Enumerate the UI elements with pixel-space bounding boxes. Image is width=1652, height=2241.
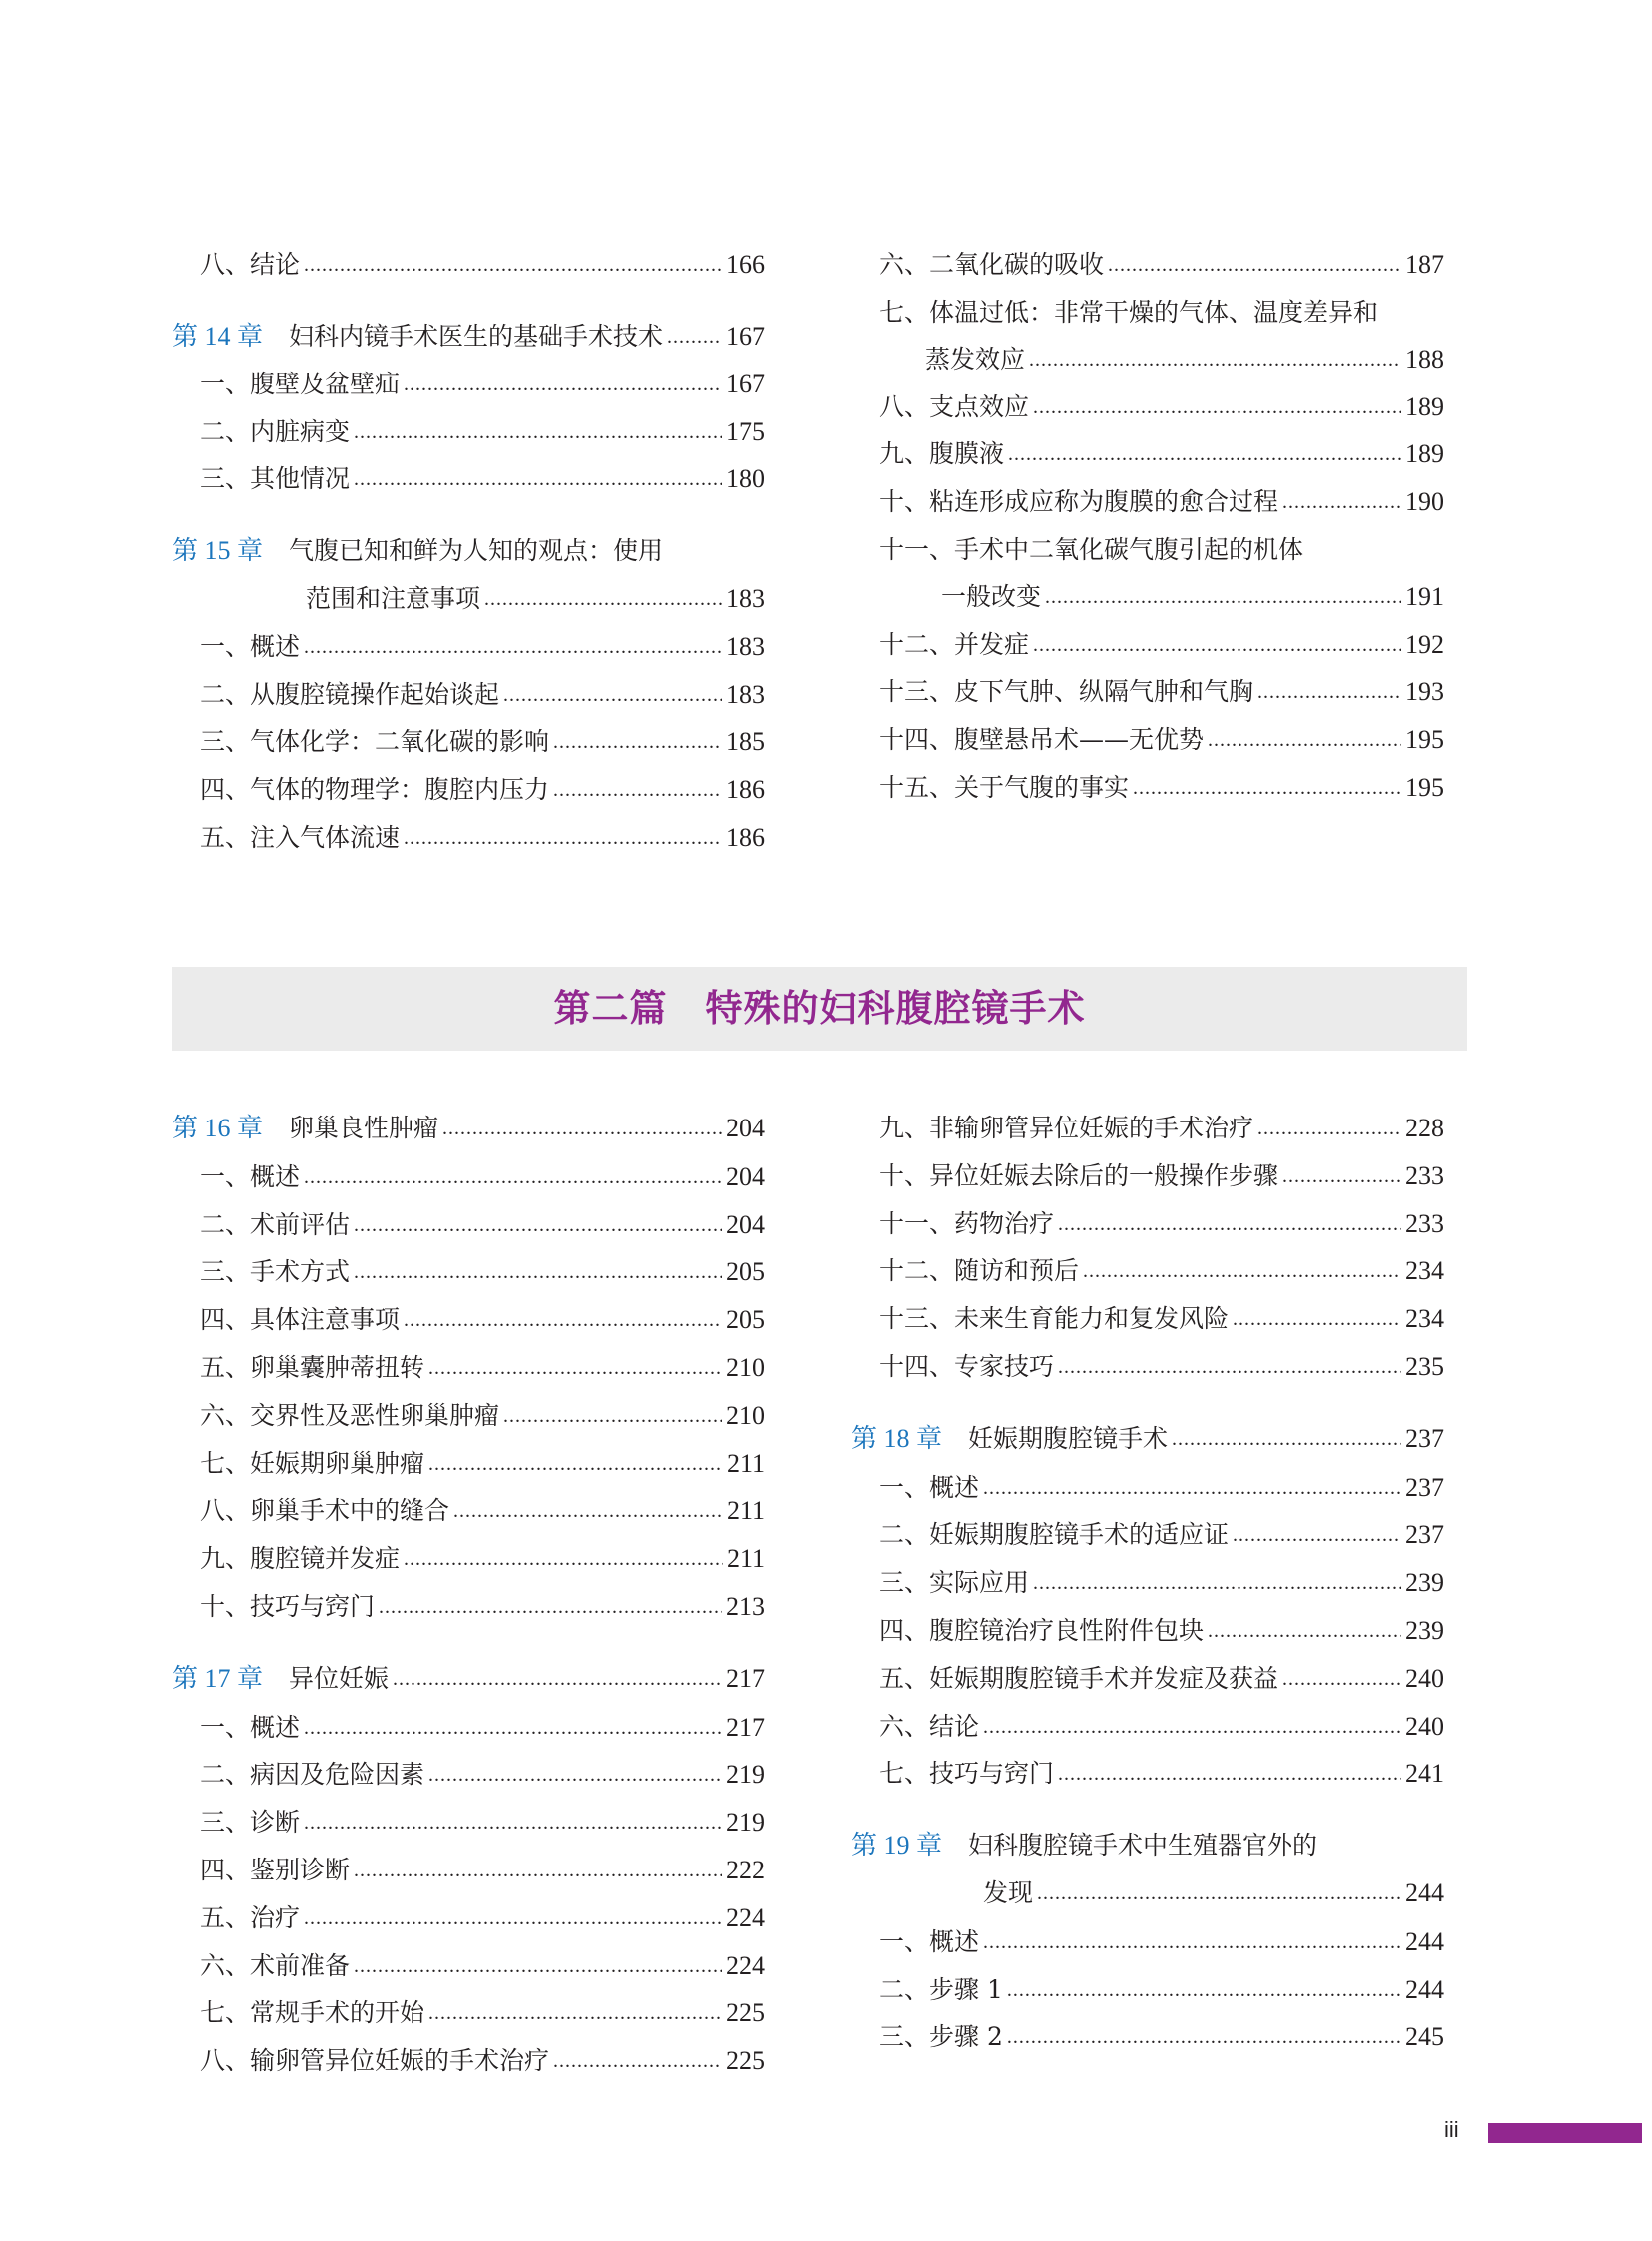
entry-title: 三、手术方式 bbox=[200, 1257, 351, 1287]
dot-leader bbox=[1172, 1422, 1401, 1456]
toc-chapter bbox=[172, 1662, 765, 1696]
entry-page: 192 bbox=[1405, 629, 1444, 659]
entry-page: 187 bbox=[1405, 250, 1444, 279]
dot-leader bbox=[1033, 1566, 1401, 1600]
entry-page: 239 bbox=[1405, 1568, 1444, 1598]
dot-leader bbox=[354, 1255, 722, 1289]
dot-leader bbox=[304, 1160, 722, 1194]
entry-page: 210 bbox=[726, 1400, 765, 1430]
entry-page: 219 bbox=[726, 1808, 765, 1838]
entry-page: 241 bbox=[1405, 1759, 1444, 1789]
section-title: 第二篇 特殊的妇科腹腔镜手术 bbox=[553, 987, 1086, 1030]
chapter-number: 第 14 章 bbox=[172, 321, 264, 351]
toc-entry bbox=[172, 1806, 765, 1840]
toc-entry bbox=[851, 1518, 1444, 1552]
toc-entry bbox=[172, 2044, 765, 2078]
entry-page: 233 bbox=[1405, 1208, 1444, 1238]
entry-title-cont: 一般改变 bbox=[941, 582, 1042, 612]
dot-leader bbox=[1233, 1302, 1401, 1336]
chapter-page: 217 bbox=[726, 1663, 765, 1693]
entry-page: 183 bbox=[726, 632, 765, 662]
entry-page: 240 bbox=[1405, 1711, 1444, 1741]
page-number: iii bbox=[1444, 2117, 1459, 2142]
toc-entry bbox=[851, 1925, 1444, 1959]
dot-leader bbox=[1233, 1518, 1401, 1552]
chapter-number: 第 18 章 bbox=[851, 1423, 943, 1453]
entry-page: 211 bbox=[726, 1448, 765, 1478]
chapter-title: 妇科腹腔镜手术中生殖器官外的 bbox=[968, 1831, 1318, 1861]
dot-leader bbox=[503, 1399, 722, 1433]
toc-entry bbox=[851, 1710, 1444, 1744]
dot-leader bbox=[428, 1758, 722, 1792]
chapter-page: 167 bbox=[726, 321, 765, 351]
entry-title: 十二、并发症 bbox=[879, 629, 1030, 659]
dot-leader bbox=[983, 1471, 1401, 1505]
entry-title: 四、具体注意事项 bbox=[200, 1305, 401, 1335]
chapter-page: 204 bbox=[726, 1114, 765, 1142]
entry-title: 十、异位妊娠去除后的一般操作步骤 bbox=[879, 1160, 1279, 1190]
dot-leader bbox=[428, 1351, 722, 1385]
dot-leader bbox=[1058, 1207, 1401, 1241]
entry-title: 一、概述 bbox=[879, 1926, 980, 1956]
entry-title: 十一、手术中二氧化碳气腹引起的机体 bbox=[879, 534, 1304, 564]
toc-entry bbox=[172, 1949, 765, 1983]
toc-entry bbox=[851, 1302, 1444, 1336]
entry-page: 204 bbox=[726, 1161, 765, 1191]
entry-title: 一、概述 bbox=[879, 1472, 980, 1502]
entry-page: 186 bbox=[726, 822, 765, 852]
entry-title: 八、支点效应 bbox=[879, 391, 1030, 421]
dot-leader bbox=[1007, 2020, 1401, 2054]
entry-page: 225 bbox=[726, 2046, 765, 2076]
dot-leader bbox=[1282, 1159, 1401, 1193]
entry-page: 219 bbox=[726, 1760, 765, 1790]
entry-title: 二、内脏病变 bbox=[200, 416, 351, 446]
entry-title: 十四、腹壁悬吊术——无优势 bbox=[879, 725, 1205, 754]
entry-title: 二、步骤 1 bbox=[879, 1974, 1003, 2004]
toc-entry bbox=[851, 1207, 1444, 1241]
toc-entry bbox=[172, 1208, 765, 1242]
entry-title: 十三、皮下气肿、纵隔气肿和气胸 bbox=[879, 677, 1254, 707]
entry-page: 217 bbox=[726, 1712, 765, 1742]
entry-page: 191 bbox=[1405, 582, 1444, 612]
entry-title: 七、常规手术的开始 bbox=[200, 1998, 425, 2028]
entry-title: 四、腹腔镜治疗良性附件包块 bbox=[879, 1616, 1205, 1645]
toc-entry bbox=[172, 1590, 765, 1624]
dot-leader bbox=[1058, 1350, 1401, 1384]
entry-page: 225 bbox=[726, 1998, 765, 2028]
dot-leader bbox=[1037, 1876, 1401, 1910]
entry-title: 二、病因及危险因素 bbox=[200, 1760, 425, 1790]
dot-leader bbox=[379, 1590, 722, 1624]
toc-entry bbox=[851, 1973, 1444, 2007]
entry-title: 一、概述 bbox=[200, 1712, 301, 1742]
entry-title: 七、妊娠期卵巢肿瘤 bbox=[200, 1448, 425, 1478]
toc-entry bbox=[172, 1711, 765, 1745]
entry-title: 三、实际应用 bbox=[879, 1568, 1030, 1598]
entry-title: 九、腹膜液 bbox=[879, 439, 1005, 469]
dot-leader bbox=[1083, 1254, 1401, 1288]
entry-page: 237 bbox=[1405, 1472, 1444, 1502]
entry-page: 167 bbox=[726, 370, 765, 399]
entry-page: 210 bbox=[726, 1353, 765, 1382]
dot-leader bbox=[553, 2044, 722, 2078]
toc-bottom-left bbox=[172, 0, 765, 2241]
chapter-page: 244 bbox=[1405, 1878, 1444, 1907]
entry-title: 一、腹壁及盆壁疝 bbox=[200, 370, 401, 399]
dot-leader bbox=[1257, 1112, 1401, 1145]
dot-leader bbox=[442, 1112, 722, 1145]
chapter-number: 第 16 章 bbox=[172, 1114, 264, 1142]
entry-title: 五、卵巢囊肿蒂扭转 bbox=[200, 1353, 425, 1382]
entry-title: 三、步骤 2 bbox=[879, 2022, 1003, 2052]
entry-page: 235 bbox=[1405, 1352, 1444, 1381]
toc-chapter bbox=[851, 1829, 1444, 1863]
toc-chapter-continuation bbox=[851, 1876, 1444, 1910]
entry-page: 224 bbox=[726, 1902, 765, 1932]
entry-title: 六、术前准备 bbox=[200, 1950, 351, 1980]
toc-entry bbox=[851, 1662, 1444, 1696]
dot-leader bbox=[354, 1854, 722, 1887]
chapter-title: 卵巢良性肿瘤 bbox=[289, 1114, 439, 1142]
entry-page: 205 bbox=[726, 1305, 765, 1335]
entry-page: 234 bbox=[1405, 1304, 1444, 1334]
entry-page: 205 bbox=[726, 1257, 765, 1287]
entry-title: 十三、未来生育能力和复发风险 bbox=[879, 1304, 1230, 1334]
dot-leader bbox=[428, 1447, 723, 1481]
entry-page: 183 bbox=[726, 679, 765, 709]
entry-page: 239 bbox=[1405, 1616, 1444, 1645]
toc-chapter bbox=[172, 1112, 765, 1145]
dot-leader bbox=[354, 1208, 722, 1242]
toc-entry bbox=[172, 1447, 765, 1481]
entry-title: 二、从腹腔镜操作起始谈起 bbox=[200, 679, 500, 709]
entry-page: 188 bbox=[1405, 345, 1444, 374]
entry-page: 189 bbox=[1405, 439, 1444, 469]
entry-title: 九、非输卵管异位妊娠的手术治疗 bbox=[879, 1114, 1254, 1142]
entry-title: 一、概述 bbox=[200, 632, 301, 662]
entry-title: 五、治疗 bbox=[200, 1902, 301, 1932]
entry-title: 九、腹腔镜并发症 bbox=[200, 1544, 401, 1574]
entry-page: 185 bbox=[726, 727, 765, 757]
entry-title: 四、鉴别诊断 bbox=[200, 1856, 351, 1884]
toc-entry bbox=[851, 1614, 1444, 1648]
entry-page: 244 bbox=[1405, 1974, 1444, 2004]
entry-title: 十一、药物治疗 bbox=[879, 1208, 1055, 1238]
dot-leader bbox=[1007, 1973, 1401, 2007]
entry-title: 七、体温过低：非常干燥的气体、温度差异和 bbox=[879, 297, 1379, 327]
entry-title: 五、注入气体流速 bbox=[200, 822, 401, 852]
toc-entry bbox=[851, 1566, 1444, 1600]
entry-page: 222 bbox=[726, 1856, 765, 1884]
entry-title: 二、术前评估 bbox=[200, 1209, 351, 1239]
toc-entry bbox=[172, 1996, 765, 2030]
entry-title: 三、其他情况 bbox=[200, 464, 351, 494]
chapter-title: 妊娠期腹腔镜手术 bbox=[968, 1423, 1169, 1453]
dot-leader bbox=[1208, 1614, 1401, 1648]
toc-entry bbox=[172, 1494, 765, 1528]
chapter-page: 183 bbox=[726, 583, 765, 613]
entry-title: 四、气体的物理学：腹腔内压力 bbox=[200, 775, 550, 804]
chapter-number: 第 17 章 bbox=[172, 1663, 264, 1693]
entry-title: 十、技巧与窍门 bbox=[200, 1592, 376, 1621]
toc-entry bbox=[172, 1160, 765, 1194]
entry-title: 八、卵巢手术中的缝合 bbox=[200, 1496, 450, 1526]
toc-entry bbox=[851, 1350, 1444, 1384]
chapter-number: 第 15 章 bbox=[172, 536, 264, 565]
dot-leader bbox=[354, 1949, 722, 1983]
entry-title: 六、交界性及恶性卵巢肿瘤 bbox=[200, 1400, 500, 1430]
dot-leader bbox=[404, 1542, 723, 1576]
toc-entry bbox=[851, 2020, 1444, 2054]
dot-leader bbox=[304, 1901, 722, 1935]
entry-page: 213 bbox=[726, 1592, 765, 1621]
entry-page: 186 bbox=[726, 775, 765, 804]
dot-leader bbox=[1058, 1757, 1401, 1791]
dot-leader bbox=[983, 1925, 1401, 1959]
entry-page: 244 bbox=[1405, 1926, 1444, 1956]
toc-entry bbox=[172, 1255, 765, 1289]
chapter-title-cont: 发现 bbox=[983, 1878, 1034, 1907]
entry-title: 七、技巧与窍门 bbox=[879, 1759, 1055, 1789]
toc-entry bbox=[172, 1303, 765, 1337]
entry-page: 228 bbox=[1405, 1114, 1444, 1142]
entry-page: 189 bbox=[1405, 391, 1444, 421]
dot-leader bbox=[1282, 1662, 1401, 1696]
entry-title: 五、妊娠期腹腔镜手术并发症及获益 bbox=[879, 1663, 1279, 1693]
entry-page: 245 bbox=[1405, 2022, 1444, 2052]
page-accent-bar bbox=[1488, 2123, 1642, 2143]
dot-leader bbox=[404, 1303, 722, 1337]
entry-page: 175 bbox=[726, 416, 765, 446]
entry-title: 二、妊娠期腹腔镜手术的适应证 bbox=[879, 1520, 1230, 1550]
entry-page: 211 bbox=[726, 1544, 765, 1574]
entry-title: 六、二氧化碳的吸收 bbox=[879, 250, 1105, 279]
entry-page: 195 bbox=[1405, 772, 1444, 802]
entry-page: 240 bbox=[1405, 1663, 1444, 1693]
toc-entry bbox=[851, 1757, 1444, 1791]
entry-title: 六、结论 bbox=[879, 1711, 980, 1741]
toc-entry bbox=[172, 1542, 765, 1576]
dot-leader bbox=[428, 1996, 722, 2030]
entry-title: 十二、随访和预后 bbox=[879, 1256, 1080, 1286]
dot-leader bbox=[393, 1662, 722, 1696]
toc-entry bbox=[851, 1254, 1444, 1288]
entry-page: 204 bbox=[726, 1209, 765, 1239]
toc-entry bbox=[851, 1159, 1444, 1193]
dot-leader bbox=[983, 1710, 1401, 1744]
entry-page: 180 bbox=[726, 464, 765, 494]
dot-leader bbox=[304, 1711, 722, 1745]
toc-entry bbox=[172, 1901, 765, 1935]
dot-leader bbox=[304, 1806, 722, 1840]
entry-page: 233 bbox=[1405, 1160, 1444, 1190]
entry-page: 166 bbox=[726, 250, 765, 279]
toc-bottom-right bbox=[851, 0, 1444, 2241]
entry-title: 三、诊断 bbox=[200, 1808, 301, 1838]
chapter-title: 气腹已知和鲜为人知的观点：使用 bbox=[289, 536, 664, 565]
toc-entry bbox=[172, 1854, 765, 1887]
toc-entry bbox=[172, 1399, 765, 1433]
entry-page: 190 bbox=[1405, 487, 1444, 516]
chapter-title: 妇科内镜手术医生的基础手术技术 bbox=[289, 321, 664, 351]
toc-entry bbox=[172, 1351, 765, 1385]
toc-entry bbox=[172, 1758, 765, 1792]
toc-entry bbox=[851, 1112, 1444, 1145]
toc-chapter bbox=[851, 1422, 1444, 1456]
entry-page: 211 bbox=[726, 1496, 765, 1526]
entry-title-cont: 蒸发效应 bbox=[925, 345, 1026, 374]
chapter-number: 第 19 章 bbox=[851, 1831, 943, 1861]
entry-page: 195 bbox=[1405, 725, 1444, 754]
entry-page: 234 bbox=[1405, 1256, 1444, 1286]
entry-title: 三、气体化学：二氧化碳的影响 bbox=[200, 727, 550, 757]
chapter-page: 237 bbox=[1405, 1423, 1444, 1453]
dot-leader bbox=[453, 1494, 723, 1528]
entry-title: 十、粘连形成应称为腹膜的愈合过程 bbox=[879, 487, 1279, 516]
entry-title: 八、结论 bbox=[200, 250, 301, 279]
entry-page: 224 bbox=[726, 1950, 765, 1980]
entry-title: 十四、专家技巧 bbox=[879, 1352, 1055, 1381]
entry-title: 八、输卵管异位妊娠的手术治疗 bbox=[200, 2046, 550, 2076]
toc-entry bbox=[851, 1471, 1444, 1505]
chapter-title: 异位妊娠 bbox=[289, 1663, 390, 1693]
entry-page: 193 bbox=[1405, 677, 1444, 707]
entry-page: 237 bbox=[1405, 1520, 1444, 1550]
entry-title: 一、概述 bbox=[200, 1161, 301, 1191]
entry-title: 十五、关于气腹的事实 bbox=[879, 772, 1130, 802]
chapter-title-cont: 范围和注意事项 bbox=[306, 583, 481, 613]
